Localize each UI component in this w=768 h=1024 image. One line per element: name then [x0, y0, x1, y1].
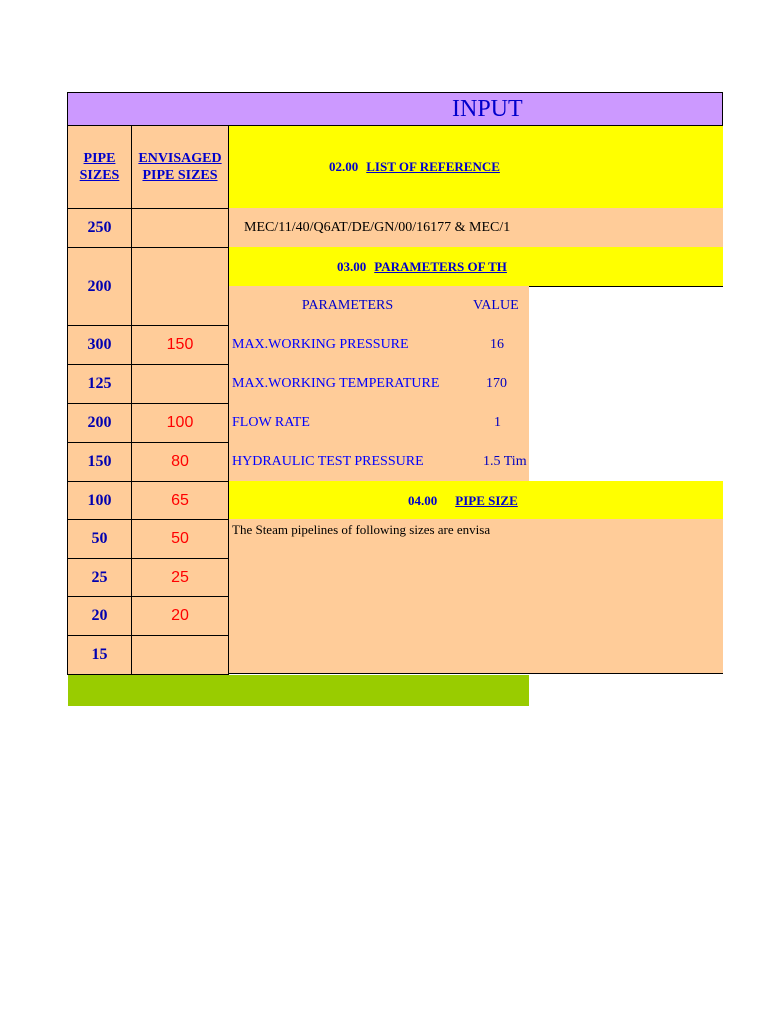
- pipe-size-cell: 25: [67, 558, 132, 597]
- param-name-cell: MAX.WORKING TEMPERATURE: [229, 364, 467, 404]
- pipe-size-cell: 100: [67, 481, 132, 520]
- envisaged-size-cell: [131, 364, 229, 404]
- pipe-size-cell: 250: [67, 208, 132, 248]
- col-header-value: VALUE: [466, 286, 529, 326]
- param-name-cell: HYDRAULIC TEST PRESSURE: [229, 442, 467, 482]
- param-value-cell: 16: [466, 325, 529, 365]
- pipe-size-cell: 20: [67, 596, 132, 636]
- footer-bar: [68, 675, 529, 706]
- param-value-cell: 1.5 Tim: [466, 442, 529, 482]
- title-bar: [67, 92, 723, 126]
- section-03-title: 03.00 PARAMETERS OF TH: [337, 259, 507, 274]
- pipe-size-cell: 300: [67, 325, 132, 365]
- section-04-title: 04.00 PIPE SIZE: [408, 492, 518, 508]
- pipe-size-cell: 200: [67, 403, 132, 443]
- envisaged-size-cell: 80: [131, 442, 229, 482]
- reference-text: MEC/11/40/Q6AT/DE/GN/00/16177 & MEC/1: [244, 220, 511, 235]
- header-envisaged-pipe-sizes: ENVISAGED PIPE SIZES: [131, 125, 229, 209]
- header-pipe-sizes: PIPE SIZES: [67, 125, 132, 209]
- envisaged-size-cell: 20: [131, 596, 229, 636]
- pipe-size-cell: 200: [67, 247, 132, 326]
- section-04-body: [229, 519, 723, 674]
- pipe-size-cell: 15: [67, 635, 132, 675]
- param-value-cell: 1: [466, 403, 529, 443]
- envisaged-size-cell: 50: [131, 519, 229, 559]
- col-header-parameters: PARAMETERS: [229, 286, 467, 326]
- param-name-cell: MAX.WORKING PRESSURE: [229, 325, 467, 365]
- envisaged-size-cell: [131, 247, 229, 326]
- section-04-text: The Steam pipelines of following sizes are envisa: [232, 522, 491, 537]
- envisaged-size-cell: 150: [131, 325, 229, 365]
- page-title: INPUT: [452, 96, 523, 122]
- param-name-cell: FLOW RATE: [229, 403, 467, 443]
- pipe-size-cell: 50: [67, 519, 132, 559]
- pipe-size-cell: 125: [67, 364, 132, 404]
- envisaged-size-cell: [131, 208, 229, 248]
- envisaged-size-cell: 25: [131, 558, 229, 597]
- param-value-cell: 170: [466, 364, 529, 404]
- pipe-size-cell: 150: [67, 442, 132, 482]
- envisaged-size-cell: 65: [131, 481, 229, 520]
- envisaged-size-cell: 100: [131, 403, 229, 443]
- envisaged-size-cell: [131, 635, 229, 675]
- section-02-title: 02.00 LIST OF REFERENCE: [329, 159, 500, 174]
